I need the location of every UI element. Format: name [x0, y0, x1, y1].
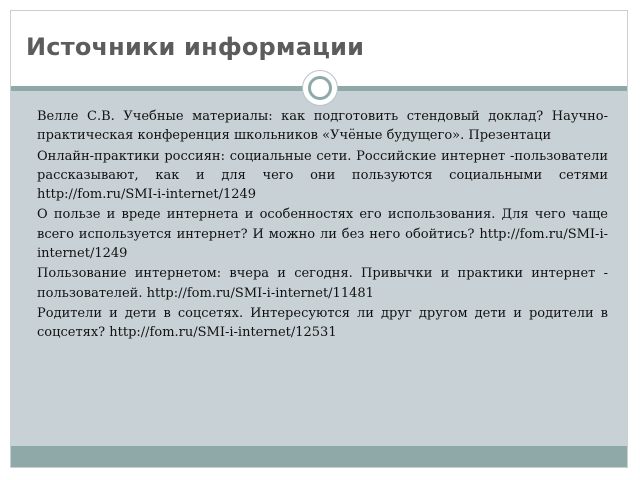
- list-item: [22, 304, 608, 343]
- circle-ornament-icon: [302, 70, 338, 106]
- list-item: [22, 264, 608, 303]
- circle-ornament-inner: [308, 76, 332, 100]
- list-item-text: Пользование интернетом: вчера и сегодня. Привычки и практики интернет - пользователей. http://fom.ru/SMI-i-internet/11481: [37, 266, 608, 301]
- list-item-text: О пользе и вреде интернета и особенностях его использования. Для чего чаще всего используется интернет? И можно ли без него обойтись? http://fom.ru/SMI-i-internet/1249: [37, 207, 608, 262]
- list-item: [22, 147, 608, 205]
- bottom-band: [11, 446, 627, 467]
- list-item: [22, 205, 608, 263]
- list-item: [22, 107, 608, 146]
- slide-title: Источники информации: [26, 33, 365, 61]
- source-list: [22, 107, 608, 344]
- list-item-text: Велле С.В. Учебные материалы: как подготовить стендовый доклад? Научно-практическая конференция школьников «Учёные будущего». Презентаци: [37, 109, 608, 144]
- list-item-text: Родители и дети в соцсетях. Интересуются ли друг другом дети и родители в соцсетях? http://fom.ru/SMI-i-internet/12531: [37, 305, 608, 341]
- list-item-text: Онлайн-практики россиян: социальные сети. Российские интернет -пользователи рассказывают, как и для чего они пользуются социальными сетями http://fom.ru/SMI-i-internet/1249: [37, 148, 608, 203]
